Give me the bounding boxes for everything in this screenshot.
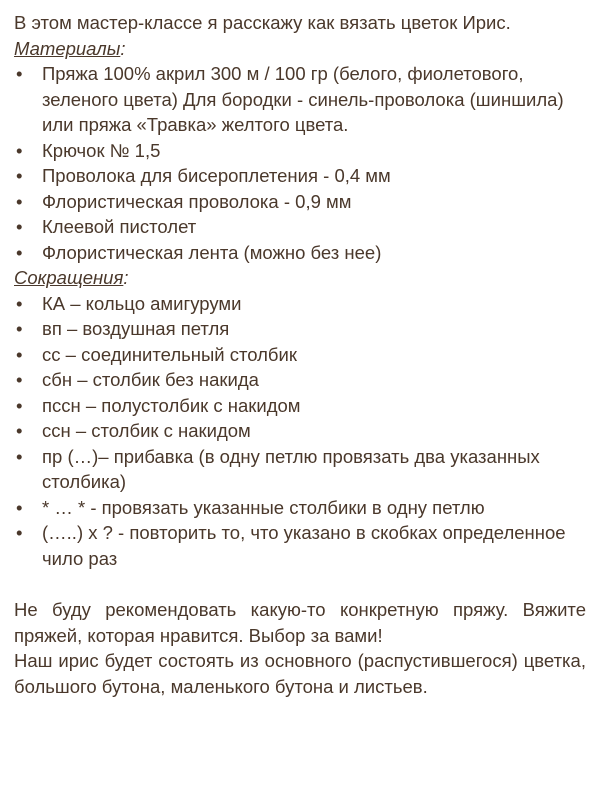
bullet-icon: • [16, 394, 23, 416]
list-item-text: пр (…)– прибавка (в одну петлю провязать два указанных столбика) [42, 445, 540, 492]
abbreviations-title: Сокращения [14, 267, 124, 288]
list-item-text: КА – кольцо амигуруми [42, 292, 242, 314]
bullet-icon: • [16, 343, 23, 365]
materials-title: Материалы [14, 37, 121, 59]
yarn-paragraph: Не буду рекомендовать какую-то конкретную пряжу. Вяжите пряжей, которая нравится. Выбор за вами! [14, 599, 586, 646]
list-item-text: ссн – столбик с накидом [42, 420, 251, 441]
list-item [14, 444, 586, 495]
bullet-icon: • [16, 496, 23, 518]
bullet-icon: • [16, 420, 23, 441]
list-item-text: Проволока для бисероплетения - 0,4 мм [42, 165, 391, 186]
bullet-icon: • [16, 522, 23, 543]
abbreviations-list [14, 291, 586, 572]
bullet-icon: • [16, 190, 23, 212]
list-item [14, 520, 586, 571]
list-item [14, 367, 586, 393]
list-item [14, 291, 586, 317]
list-item [14, 418, 586, 444]
list-item-text: Флористическая лента (можно без нее) [42, 241, 382, 263]
bullet-icon: • [16, 369, 23, 390]
list-item-text: Крючок № 1,5 [42, 139, 161, 161]
list-item-text: * … * - провязать указанные столбики в одну петлю [42, 496, 485, 518]
list-item-text: Пряжа 100% акрил 300 м / 100 гр (белого, фиолетового, зеленого цвета) Для бородки - синель-проволока (шиншила) или пряжа «Травка» желтого цвета. [42, 63, 564, 135]
paragraph-spacer [14, 571, 586, 597]
iris-parts-paragraph: Наш ирис будет состоять из основного (распустившегося) цветка, большого бутона, маленького бутона и листьев. [14, 650, 586, 697]
list-item-text: (…..) х ? - повторить то, что указано в скобках определенное чило раз [42, 522, 566, 569]
list-item [14, 342, 586, 368]
list-item [14, 163, 586, 189]
list-item-text: Флористическая проволока - 0,9 мм [42, 190, 352, 212]
list-item-text: Клеевой пистолет [42, 216, 197, 237]
list-item [14, 316, 586, 342]
list-item [14, 240, 586, 266]
bullet-icon: • [16, 165, 23, 186]
bullet-icon: • [16, 318, 23, 339]
intro-text: В этом мастер-классе я расскажу как вязать цветок Ирис. [14, 12, 511, 33]
list-item-text: сбн – столбик без накида [42, 369, 259, 390]
abbreviations-heading [14, 265, 586, 291]
list-item-text: сс – соединительный столбик [42, 343, 297, 365]
materials-heading [14, 36, 586, 62]
list-item-text: вп – воздушная петля [42, 318, 230, 339]
abbreviations-colon: : [123, 267, 129, 288]
list-item [14, 214, 586, 240]
bullet-icon: • [16, 292, 23, 314]
bullet-icon: • [16, 139, 23, 161]
list-item [14, 138, 586, 164]
bullet-icon: • [16, 445, 23, 467]
bullet-icon: • [16, 241, 23, 263]
list-item [14, 393, 586, 419]
bullet-icon: • [16, 216, 23, 237]
list-item [14, 61, 586, 138]
list-item [14, 495, 586, 521]
list-item [14, 189, 586, 215]
materials-list [14, 61, 586, 265]
list-item-text: пссн – полустолбик с накидом [42, 394, 301, 416]
materials-colon: : [120, 37, 126, 59]
bullet-icon: • [16, 63, 23, 84]
